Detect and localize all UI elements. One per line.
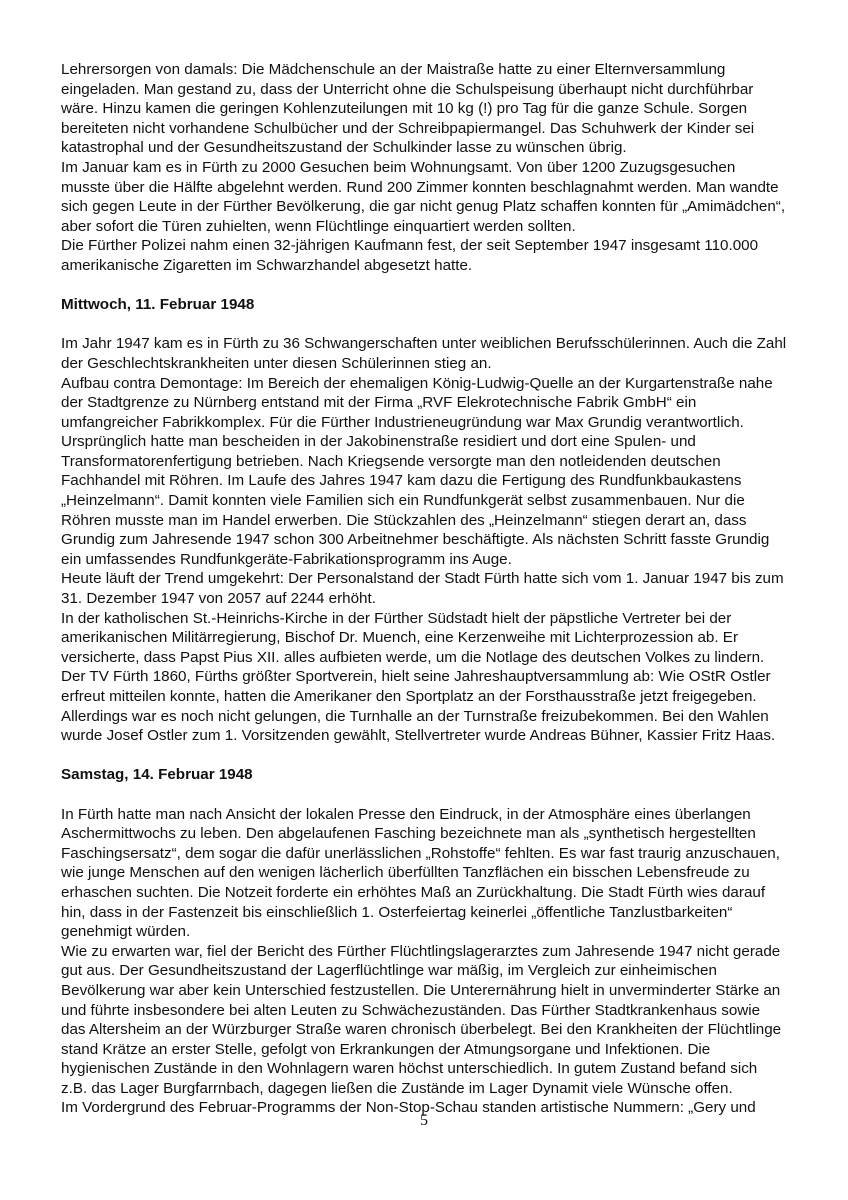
heading-spacer — [61, 785, 787, 805]
paragraph: Heute läuft der Trend umgekehrt: Der Personalstand der Stadt Fürth hatte sich vom 1. Januar 1947 bis zum 31. Dezember 1947 von 2057 auf 2244 erhöht. — [61, 570, 784, 608]
paragraph: Der TV Fürth 1860, Fürths größter Sportverein, hielt seine Jahreshauptversammlung ab: Wie OStR Ostler erfreut mitteilen konnte, hatten die Amerikaner den Sportplatz an der Forsthausstraße jetzt freigegeben. Allerdings war es noch nicht gelungen, die Turnhalle an der Turnstraße freizubekommen. Bei den Wahlen wurde Josef Ostler zum 1. Vorsitzenden gewählt, Stellvertreter wurde Andreas Bühner, Kassier Fritz Haas. — [61, 668, 776, 745]
paragraph: Lehrersorgen von damals: Die Mädchenschule an der Maistraße hatte zu einer Elternversammlung eingeladen. Man gestand zu, dass der Unterricht ohne die Schulspeisung überhaupt nicht durchführbar wäre. Hinzu kamen die geringen Kohlenzuteilungen mit 10 kg (!) pro Tag für die ganze Schule. Sorgen bereiteten nicht vorhandene Schulbücher und der Schreibpapiermangel. Das Schuhwerk der Kinder sei katastrophal und der Gesundheitszustand der Schulkinder lasse zu wünschen übrig. — [61, 61, 755, 157]
section-spacer — [61, 746, 787, 766]
paragraph: In der katholischen St.-Heinrichs-Kirche in der Fürther Südstadt hielt der päpstliche Vertreter bei der amerikanischen Militärregierung, Bischof Dr. Muench, eine Kerzenweihe mit Lichterprozession ab. Er versicherte, dass Papst Pius XII. alles aufbieten werde, um die Notlage des deutschen Volkes zu lindern. — [61, 609, 765, 666]
paragraph: Wie zu erwarten war, fiel der Bericht des Fürther Flüchtlingslagerarztes zum Jahresende 1947 nicht gerade gut aus. Der Gesundheitszustand der Lagerflüchtlinge war mäßig, im Vergleich zur einheimischen Bevölkerung war aber kein Unterschied festzustellen. Die Unterernährung hielt in unverminderter Stärke an und führte insbesondere bei alten Leuten zu Schwächezuständen. Das Fürther Stadtkrankenhaus sowie das Altersheim an der Würzburger Straße waren chronisch überbelegt. Bei den Krankheiten der Flüchtlinge stand Krätze an erster Stelle, gefolgt von Erkrankungen der Atmungsorgane und Infektionen. Die hygienischen Zustände in den Wohnlagern waren höchst unterschiedlich. In gutem Zustand befand sich z.B. das Lager Burgfarrnbach, dagegen ließen die Zustände im Lager Dynamit viele Wünsche offen. — [61, 942, 782, 1097]
section-spacer — [61, 276, 787, 296]
page-number: 5 — [420, 1112, 428, 1129]
section-mittwoch — [61, 295, 787, 746]
section-samstag — [61, 765, 787, 1118]
heading-spacer — [61, 315, 787, 335]
document-page — [61, 60, 787, 1118]
paragraph: Im Jahr 1947 kam es in Fürth zu 36 Schwangerschaften unter weiblichen Berufsschülerinnen. Auch die Zahl der Geschlechtskrankheiten unter diesen Schülerinnen stieg an. — [61, 335, 787, 372]
section-continuation — [61, 60, 787, 276]
paragraph: Die Fürther Polizei nahm einen 32-jährigen Kaufmann fest, der seit September 1947 insgesamt 110.000 amerikanische Zigaretten im Schwarzhandel abgesetzt hatte. — [61, 237, 759, 274]
paragraph: Aufbau contra Demontage: Im Bereich der ehemaligen König-Ludwig-Quelle an der Kurgartenstraße nahe der Stadtgrenze zu Nürnberg entstand mit der Firma „RVF Elekrotechnische Fabrik GmbH“ ein umfangreicher Fabrikkomplex. Für die Fürther Industrieneugründung war Max Grundig verantwortlich. Ursprünglich hatte man bescheiden in der Jakobinenstraße residiert und dort eine Spulen- und Transformatorenfertigung betrieben. Nach Kriegsende versorgte man den notleidenden deutschen Fachhandel mit Röhren. Im Laufe des Jahres 1947 kam dazu die Fertigung des Rundfunkbaukastens „Heinzelmann“. Damit konnten viele Familien sich ein Rundfunkgerät selbst zusammenbauen. Nur die Röhren musste man im Handel erwerben. Die Stückzahlen des „Heinzelmann“ stiegen derart an, dass Grundig zum Jahresende 1947 schon 300 Arbeitnehmer beschäftigte. Als nächsten Schritt fasste Grundig ein umfassendes Rundfunkgeräte-Fabrikationsprogramm ins Auge. — [61, 374, 773, 568]
paragraph: Im Januar kam es in Fürth zu 2000 Gesuchen beim Wohnungsamt. Von über 1200 Zuzugsgesuchen musste über die Hälfte abgelehnt werden. Rund 200 Zimmer konnten beschlagnahmt werden. Man wandte sich gegen Leute in der Fürther Bevölkerung, die gar nicht genug Platz schaffen konnten für „Amimädchen“, aber sofort die Türen zuhielten, wenn Flüchtlinge einquartiert werden sollten. — [61, 158, 786, 235]
paragraph: Im Vordergrund des Februar-Programms der Non-Stop-Schau standen artistische Nummern: „Gery und — [61, 1099, 756, 1117]
date-heading: Samstag, 14. Februar 1948 — [61, 766, 253, 784]
paragraph: In Fürth hatte man nach Ansicht der lokalen Presse den Eindruck, in der Atmosphäre eines überlangen Aschermittwochs zu leben. Den abgelaufenen Fasching bezeichnete man als „synthetisch hergestellten Faschingsersatz“, dem sogar die dafür unerlässlichen „Rohstoffe“ fehlten. Es war fast traurig anzuschauen, wie junge Menschen auf den wenigen lächerlich überfüllten Tanzflächen ein bisschen Lebensfreude zu erhaschen suchten. Die Notzeit forderte ein erhöhtes Maß an Zurückhaltung. Die Stadt Fürth wies darauf hin, dass in der Fastenzeit bis einschließlich 1. Osterfeiertag keinerlei „öffentliche Tanzlustbarkeiten“ genehmigt würden. — [61, 805, 780, 941]
date-heading: Mittwoch, 11. Februar 1948 — [61, 296, 255, 314]
